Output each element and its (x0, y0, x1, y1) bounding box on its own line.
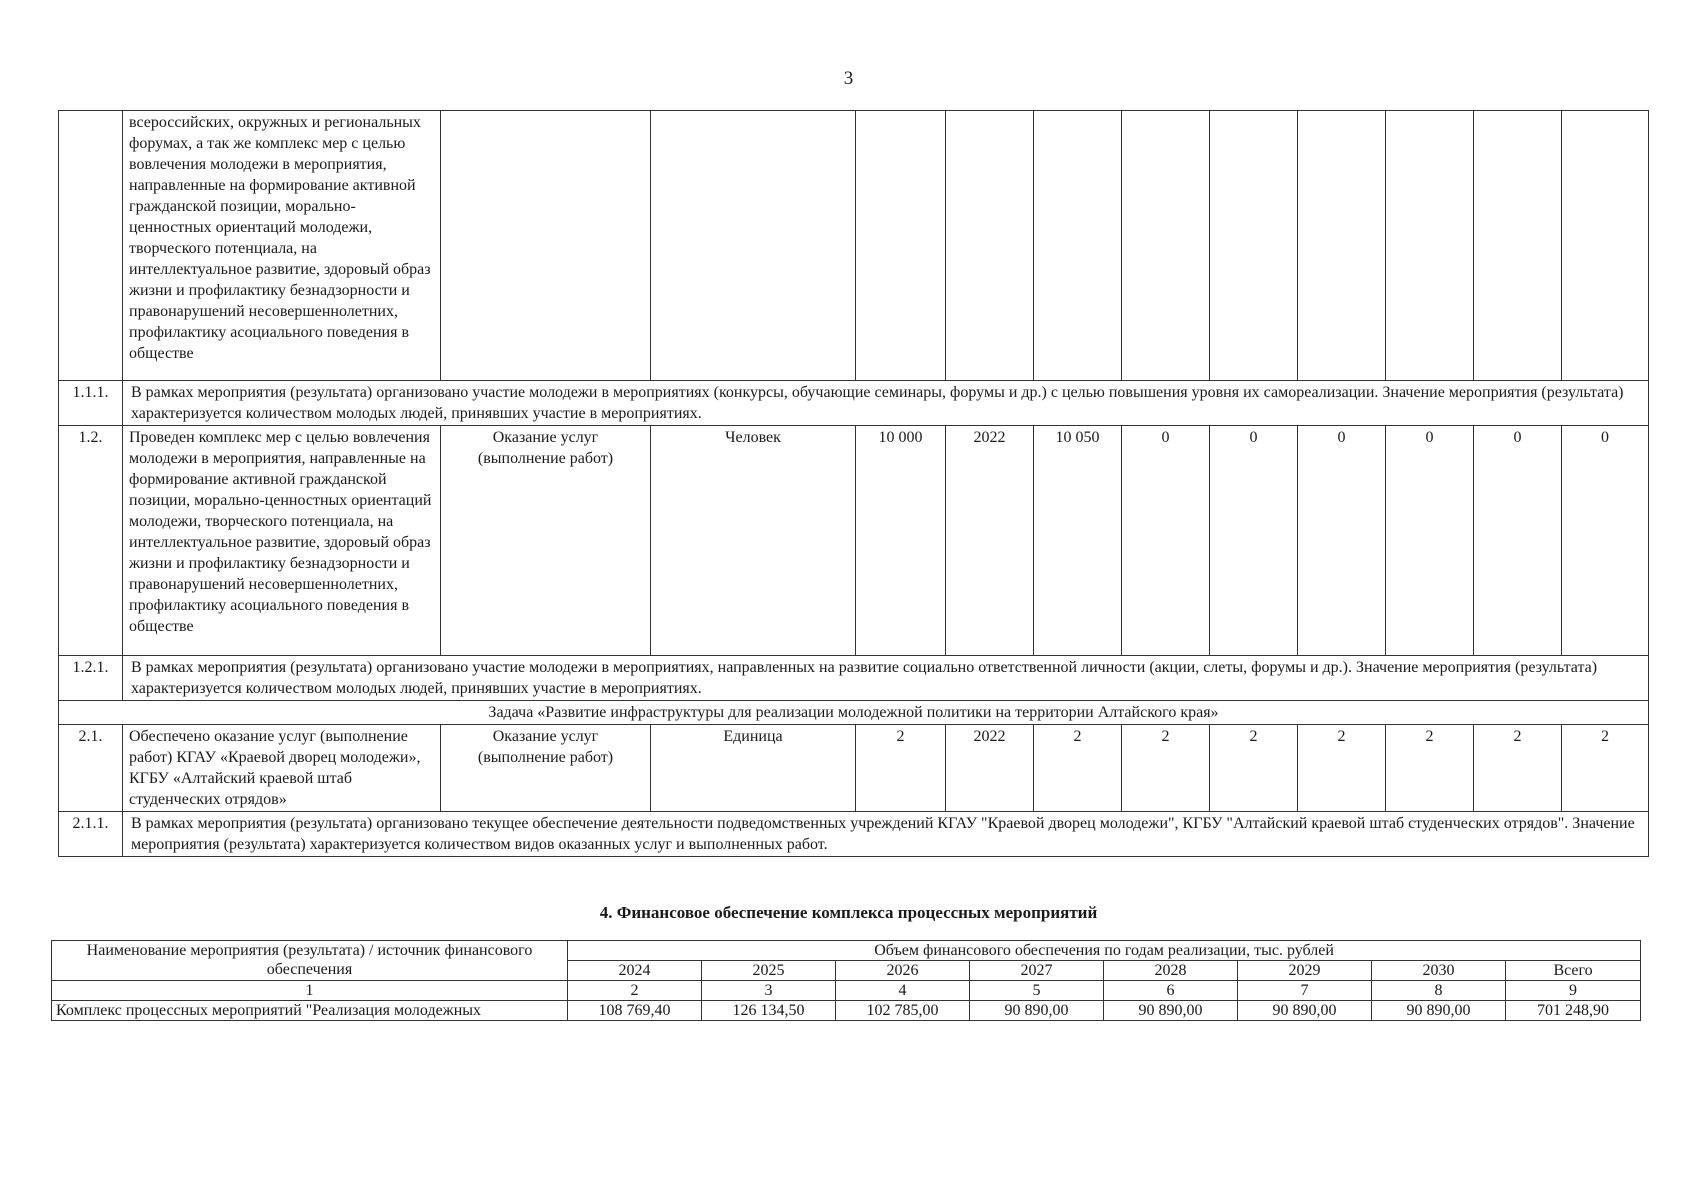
measure-name: Комплекс процессных мероприятий "Реализация молодежных (52, 1001, 568, 1021)
value-cell: 0 (1474, 426, 1562, 656)
measure-name: всероссийских, окружных и региональных форумах, а так же комплекс мер с целью вовлечения молодежи в мероприятия, направленные на формирование активной гражданской позиции, морально-ценностных ориентаций молодежи, творческого потенциала, на интеллектуальное развитие, здоровый образ жизни и профилактику безнадзорности и правонарушений несовершеннолетних, профилактику асоциального поведения в обществе (123, 111, 441, 381)
measure-type: Оказание услуг (выполнение работ) (441, 426, 651, 656)
value-cell: 2 (1562, 725, 1649, 812)
year-header: 2025 (702, 961, 836, 981)
table-row (52, 1001, 1641, 1021)
year-header: 2027 (970, 961, 1104, 981)
table-row (59, 812, 1649, 857)
value-cell: 2 (1210, 725, 1298, 812)
total-amount-cell: 701 248,90 (1506, 1001, 1641, 1021)
measure-name: Проведен комплекс мер с целью вовлечения молодежи в мероприятия, направленные на формирование активной гражданской позиции, морально-ценностных ориентаций молодежи, творческого потенциала, на интеллектуальное развитие, здоровый образ жизни и профилактику безнадзорности и правонарушений несовершеннолетних, профилактику асоциального поведения в обществе (123, 426, 441, 656)
column-index: 2 (568, 981, 702, 1001)
year-header: 2029 (1238, 961, 1372, 981)
amount-cell: 126 134,50 (702, 1001, 836, 1021)
row-number: 1.2.1. (59, 656, 123, 701)
amount-cell: 90 890,00 (1372, 1001, 1506, 1021)
amount-cell: 108 769,40 (568, 1001, 702, 1021)
table-row (59, 381, 1649, 426)
task-heading: Задача «Развитие инфраструктуры для реализации молодежной политики на территории Алтайского края» (59, 701, 1649, 725)
year-header: 2024 (568, 961, 702, 981)
column-index: 7 (1238, 981, 1372, 1001)
value-cell: 2 (1474, 725, 1562, 812)
name-column-header: Наименование мероприятия (результата) / источник финансового обеспечения (52, 941, 568, 981)
amount-cell: 90 890,00 (970, 1001, 1104, 1021)
header-row (52, 941, 1641, 961)
row-number: 1.1.1. (59, 381, 123, 426)
base-year: 2022 (946, 426, 1034, 656)
column-index: 4 (836, 981, 970, 1001)
base-year: 2022 (946, 725, 1034, 812)
value-cell: 0 (1210, 426, 1298, 656)
unit: Человек (651, 426, 856, 656)
row-description: В рамках мероприятия (результата) организовано участие молодежи в мероприятиях, направленных на развитие социально ответственной личности (акции, слеты, форумы и др.). Значение мероприятия (результата) характеризуется количеством молодых людей, принявших участие в мероприятиях. (123, 656, 1649, 701)
measures-table (58, 110, 1649, 857)
value-cell: 0 (1298, 426, 1386, 656)
value-cell: 2 (1298, 725, 1386, 812)
measure-type: Оказание услуг (выполнение работ) (441, 725, 651, 812)
row-number: 2.1.1. (59, 812, 123, 857)
column-index: 1 (52, 981, 568, 1001)
year-header: 2026 (836, 961, 970, 981)
financing-table (51, 940, 1641, 1021)
volume-header: Объем финансового обеспечения по годам реализации, тыс. рублей (568, 941, 1641, 961)
value-cell: 2 (1034, 725, 1122, 812)
table-row (59, 725, 1649, 812)
value-cell: 10 050 (1034, 426, 1122, 656)
row-number: 1.2. (59, 426, 123, 656)
column-index: 6 (1104, 981, 1238, 1001)
table-row (59, 111, 1649, 381)
index-row (52, 981, 1641, 1001)
column-index: 3 (702, 981, 836, 1001)
table-row (59, 656, 1649, 701)
amount-cell: 102 785,00 (836, 1001, 970, 1021)
column-index: 8 (1372, 981, 1506, 1001)
value-cell: 0 (1386, 426, 1474, 656)
year-header: 2030 (1372, 961, 1506, 981)
row-num-cell (59, 111, 123, 381)
amount-cell: 90 890,00 (1238, 1001, 1372, 1021)
measure-name: Обеспечено оказание услуг (выполнение работ) КГАУ «Краевой дворец молодежи», КГБУ «Алтайский краевой штаб студенческих отрядов» (123, 725, 441, 812)
year-header: 2028 (1104, 961, 1238, 981)
amount-cell: 90 890,00 (1104, 1001, 1238, 1021)
base-value: 2 (856, 725, 946, 812)
value-cell: 2 (1386, 725, 1474, 812)
column-index: 5 (970, 981, 1104, 1001)
unit: Единица (651, 725, 856, 812)
value-cell: 0 (1122, 426, 1210, 656)
total-header: Всего (1506, 961, 1641, 981)
table-row (59, 426, 1649, 656)
row-description: В рамках мероприятия (результата) организовано текущее обеспечение деятельности подведомственных учреждений КГАУ "Краевой дворец молодежи", КГБУ "Алтайский краевой штаб студенческих отрядов". Значение мероприятия (результата) характеризуется количеством видов оказанных услуг и выполненных работ. (123, 812, 1649, 857)
row-number: 2.1. (59, 725, 123, 812)
page-number: 3 (843, 68, 854, 89)
value-cell: 0 (1562, 426, 1649, 656)
row-description: В рамках мероприятия (результата) организовано участие молодежи в мероприятиях (конкурсы, обучающие семинары, форумы и др.) с целью повышения уровня их самореализации. Значение мероприятия (результата) характеризуется количеством молодых людей, принявших участие в мероприятиях. (123, 381, 1649, 426)
section-title: 4. Финансовое обеспечение комплекса процессных мероприятий (599, 903, 1098, 922)
value-cell: 2 (1122, 725, 1210, 812)
column-index: 9 (1506, 981, 1641, 1001)
table-row (59, 701, 1649, 725)
base-value: 10 000 (856, 426, 946, 656)
